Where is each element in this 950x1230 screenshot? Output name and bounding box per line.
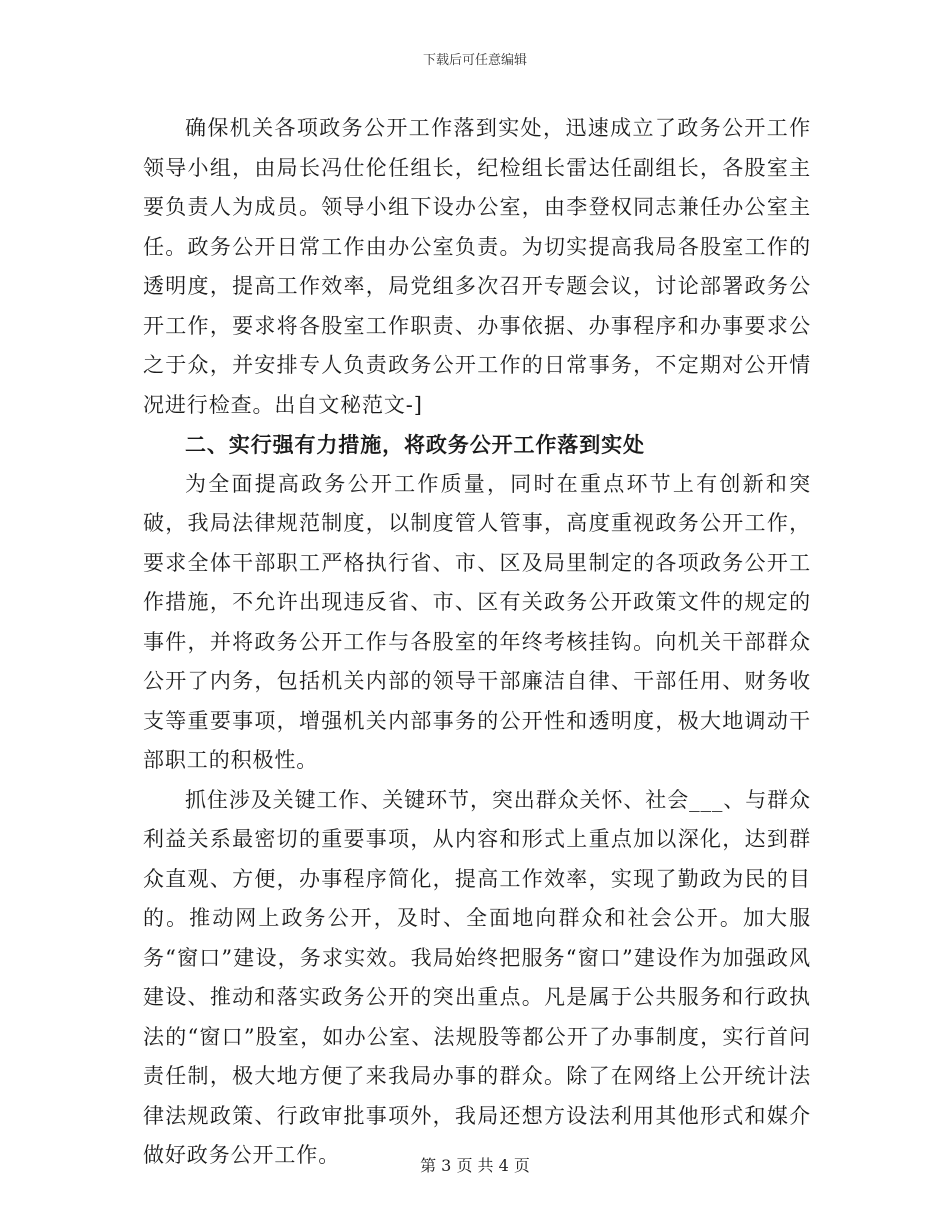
paragraph-key-matters: 抓住涉及关键工作、关键环节，突出群众关怀、社会___、与群众利益关系最密切的重要事项，从内容和形式上重点加以深化，达到群众直观、方便，办事程序简化，提高工作效率，实现了勤政为民的目的。推动网上政务公开，及时、全面地向群众和社会公开。加大服务“窗口”建设，务求实效。我局始终把服务“窗口”建设作为加强政风建设、推动和落实政务公开的突出重点。凡是属于公共服务和行政执法的“窗口”股室，如办公室、法规股等都公开了办事制度，实行首问责任制，极大地方便了来我局办事的群众。除了在网络上公开统计法律法规政策、行政审批事项外，我局还想方设法利用其他形式和媒介做好政务公开工作。 bbox=[143, 787, 811, 1167]
paragraph-measures: 为全面提高政务公开工作质量，同时在重点环节上有创新和突破，我局法律规范制度，以制度管人管事，高度重视政务公开工作，要求全体干部职工严格执行省、市、区及局里制定的各项政务公开工作措施，不允许出现违反省、市、区有关政务公开政策文件的规定的事件，并将政务公开工作与各股室的年终考核挂钩。向机关干部群众公开了内务，包括机关内部的领导干部廉洁自律、干部任用、财务收支等重要事项，增强机关内部事务的公开性和透明度，极大地调动干部职工的积极性。 bbox=[143, 471, 811, 772]
page-number: 第 3 页 共 4 页 bbox=[420, 1156, 530, 1175]
paragraph-leadership-group: 确保机关各项政务公开工作落到实处，迅速成立了政务公开工作领导小组，由局长冯仕伦任组长，纪检组长雷达任副组长，各股室主要负责人为成员。领导小组下设办公室，由李登权同志兼任办公室主任。政务公开日常工作由办公室负责。为切实提高我局各股室工作的透明度，提高工作效率，局党组多次召开专题会议，讨论部署政务公开工作，要求将各股室工作职责、办事依据、办事程序和办事要求公之于众，并安排专人负责政务公开工作的日常事务，不定期对公开情况进行检查。出自文秘范文-] bbox=[143, 116, 811, 417]
section-heading-2: 二、实行强有力措施，将政务公开工作落到实处 bbox=[185, 432, 645, 457]
page-header: 下载后可任意编辑 bbox=[422, 53, 527, 68]
document-body bbox=[143, 109, 811, 1176]
